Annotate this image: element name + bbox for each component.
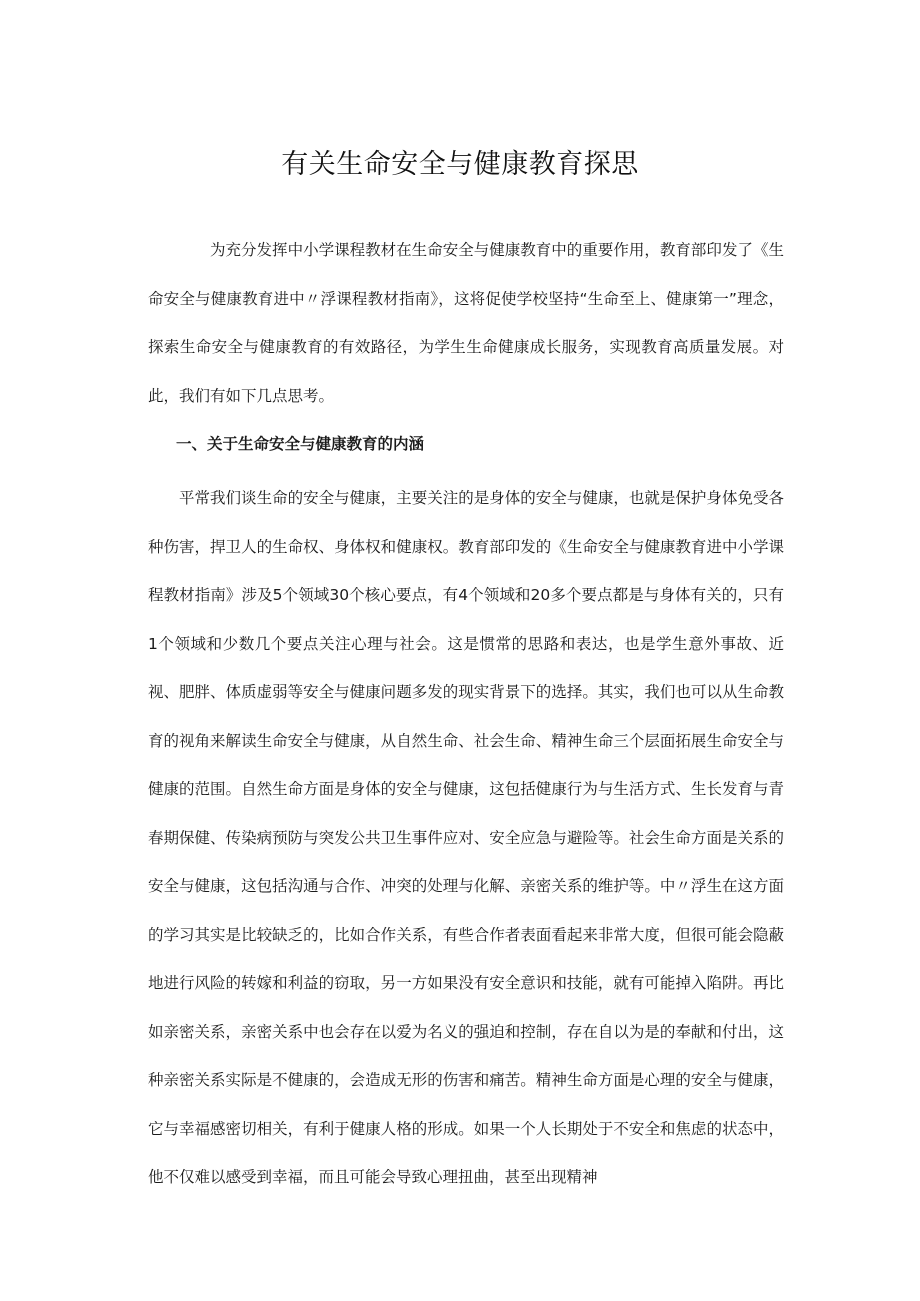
document-title: 有关生命安全与健康教育探思 [281,149,639,180]
section-heading: 一、关于生命安全与健康教育的内涵 [176,435,425,453]
section-paragraph: 平常我们谈生命的安全与健康，主要关注的是身体的安全与健康，也就是保护身体免受各种伤害，捍卫人的生命权、身体权和健康权。教育部印发的《生命安全与健康教育进中小学课程教材指南》涉及5个领域30个核心要点，有4个领域和20多个要点都是与身体有关的，只有1个领域和少数几个要点关注心理与社会。这是惯常的思路和表达，也是学生意外事故、近视、肥胖、体质虚弱等安全与健康问题多发的现实背景下的选择。其实，我们也可以从生命教育的视角来解读生命安全与健康，从自然生命、社会生命、精神生命三个层面拓展生命安全与健康的范围。自然生命方面是身体的安全与健康，这包括健康行为与生活方式、生长发育与青春期保健、传染病预防与突发公共卫生事件应对、安全应急与避险等。社会生命方面是关系的安全与健康，这包括沟通与合作、冲突的处理与化解、亲密关系的维护等。中〃浮生在这方面的学习其实是比较缺乏的，比如合作关系，有些合作者表面看起来非常大度，但很可能会隐蔽地进行风险的转嫁和利益的窃取，另一方如果没有安全意识和技能，就有可能掉入陷阱。再比如亲密关系，亲密关系中也会存在以爱为名义的强迫和控制，存在自以为是的奉献和付出，这种亲密关系实际是不健康的，会造成无形的伤害和痛苦。精神生命方面是心理的安全与健康，它与幸福感密切相关，有利于健康人格的形成。如果一个人长期处于不安全和焦虑的状态中，他不仅难以感受到幸福，而且可能会导致心理扭曲，甚至出现精神 [148,489,784,1186]
intro-paragraph: 为充分发挥中小学课程教材在生命安全与健康教育中的重要作用，教育部印发了《生命安全与健康教育进中〃浮课程教材指南》，这将促使学校坚持“生命至上、健康第一”理念，探索生命安全与健康教育的有效路径，为学生生命健康成长服务，实现教育高质量发展。对此，我们有如下几点思考。 [148,241,784,405]
